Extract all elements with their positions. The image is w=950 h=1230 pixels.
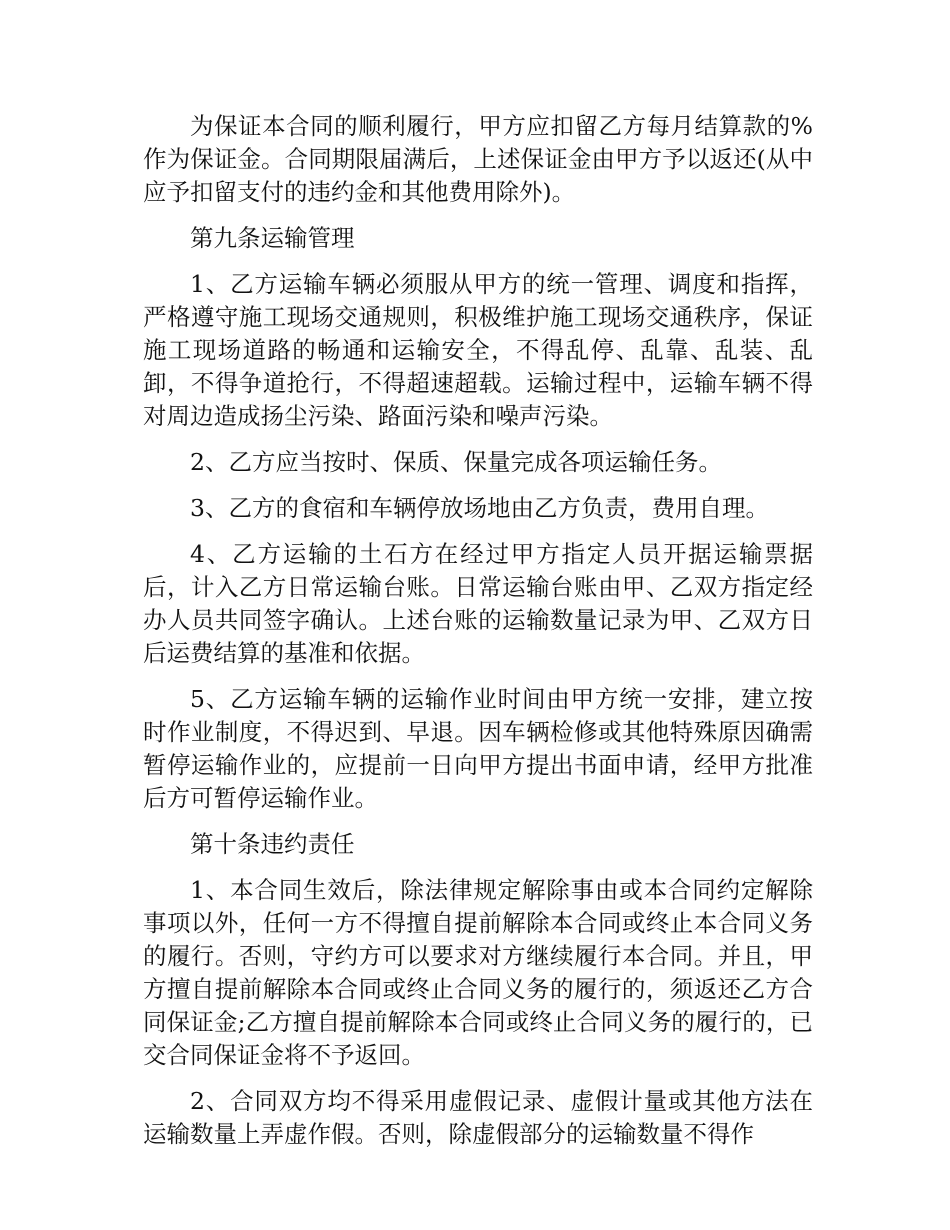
paragraph-article-10-item-2: 2、合同双方均不得采用虚假记录、虚假计量或其他方法在运输数量上弄虚作假。否则，除虚假部分的运输数量不得作 [143,1087,813,1148]
paragraph-article-9-item-3: 3、乙方的食宿和车辆停放场地由乙方负责，费用自理。 [190,494,769,522]
paragraph-article-9-item-5: 5、乙方运输车辆的运输作业时间由甲方统一安排，建立按时作业制度，不得迟到、早退。因车辆检修或其他特殊原因确需暂停运输作业的，应提前一日向甲方提出书面申请，经甲方批准后方可暂停运输作业。 [143,685,813,812]
paragraph-article-10-item-1: 1、本合同生效后，除法律规定解除事由或本合同约定解除事项以外，任何一方不得擅自提前解除本合同或终止本合同义务的履行。否则，守约方可以要求对方继续履行本合同。并且，甲方擅自提前解除本合同或终止合同义务的履行的，须返还乙方合同保证金;乙方擅自提前解除本合同或终止合同义务的履行的，已交合同保证金将不予返回。 [143,876,813,1069]
paragraph-article-9-item-4: 4、乙方运输的土石方在经过甲方指定人员开据运输票据后，计入乙方日常运输台账。日常运输台账由甲、乙双方指定经办人员共同签字确认。上述台账的运输数量记录为甲、乙双方日后运费结算的基准和依据。 [143,540,813,667]
heading-article-10: 第十条违约责任 [190,830,355,858]
document-body [143,110,813,1164]
heading-article-9: 第九条运输管理 [190,224,355,252]
paragraph-article-9-item-1: 1、乙方运输车辆必须服从甲方的统一管理、调度和指挥，严格遵守施工现场交通规则，积极维护施工现场交通秩序，保证施工现场道路的畅通和运输安全，不得乱停、乱靠、乱装、乱卸，不得争道抢行，不得超速超载。运输过程中，运输车辆不得对周边造成扬尘污染、路面污染和噪声污染。 [143,270,813,430]
paragraph-deposit: 为保证本合同的顺利履行，甲方应扣留乙方每月结算款的%作为保证金。合同期限届满后，上述保证金由甲方予以返还(从中应予扣留支付的违约金和其他费用除外)。 [143,112,813,206]
paragraph-article-9-item-2: 2、乙方应当按时、保质、保量完成各项运输任务。 [190,448,722,476]
